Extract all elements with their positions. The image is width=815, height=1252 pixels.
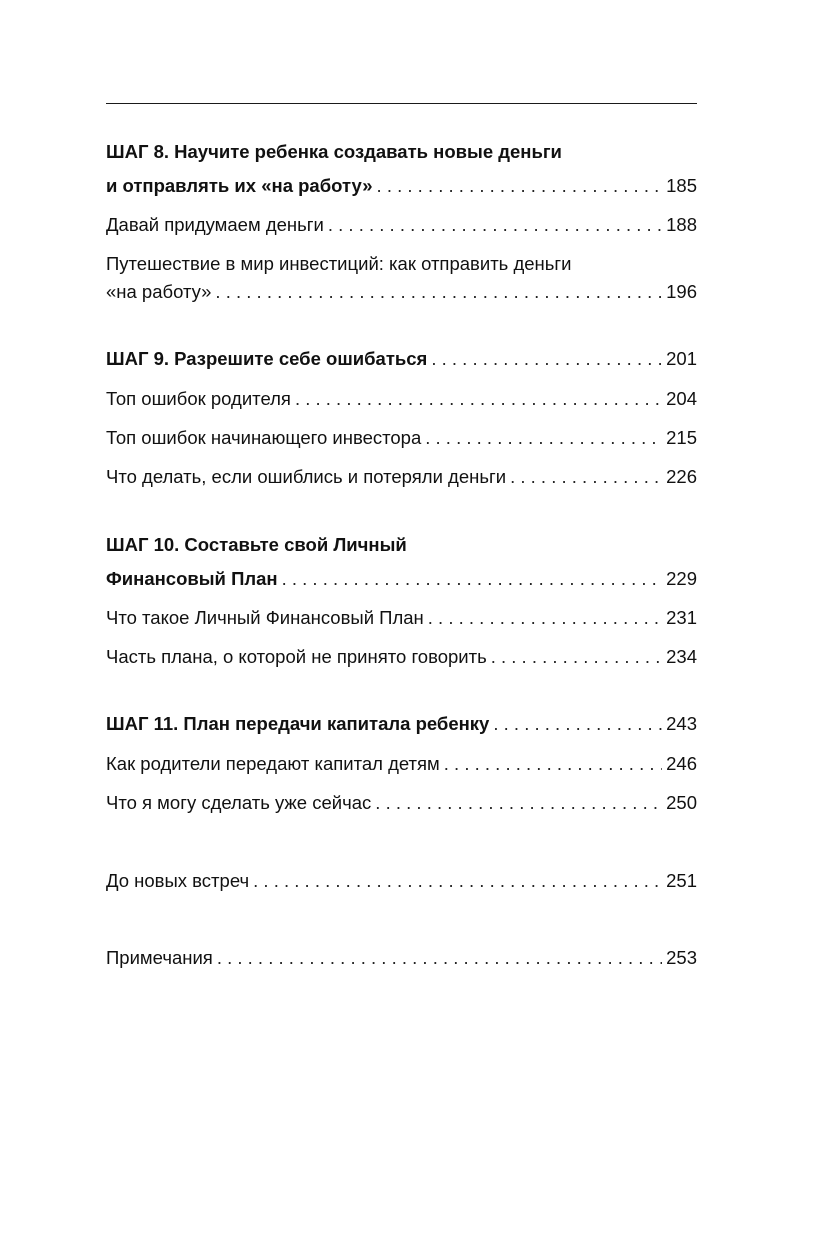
leader-dots — [282, 567, 663, 591]
toc-step10-title-cont: Финансовый План — [106, 568, 278, 589]
toc-entry[interactable] — [106, 465, 697, 489]
top-rule — [106, 103, 697, 104]
toc-entry-page: 226 — [666, 466, 697, 487]
toc-step10-page: 229 — [666, 568, 697, 589]
toc-step11-title-text: ШАГ 11. План передачи капитала ребенку — [106, 713, 490, 734]
toc-entry[interactable] — [106, 387, 697, 411]
toc-entry[interactable] — [106, 791, 697, 815]
toc-entry-label: Топ ошибок начинающего инвестора — [106, 427, 422, 448]
toc-entry-page: 234 — [666, 646, 697, 667]
toc-entry-line1[interactable] — [106, 252, 697, 276]
toc-step8-title-text: ШАГ 8. Научите ребенка создавать новые деньги — [106, 141, 562, 162]
toc-step8-page: 185 — [666, 175, 697, 196]
toc-step9-title-text: ШАГ 9. Разрешите себе ошибаться — [106, 348, 428, 369]
toc-entry[interactable] — [106, 213, 697, 237]
toc-entry-label: Что делать, если ошиблись и потеряли деньги — [106, 466, 507, 487]
toc-entry[interactable] — [106, 606, 697, 630]
toc-step10-title-text: ШАГ 10. Составьте свой Личный — [106, 534, 407, 555]
leader-dots — [295, 387, 662, 411]
toc-entry-label: Давай придумаем деньги — [106, 214, 324, 235]
leader-dots — [491, 645, 662, 669]
toc-step11-page: 243 — [666, 713, 697, 734]
toc-entry[interactable] — [106, 645, 697, 669]
toc-notes-label: Примечания — [106, 947, 213, 968]
toc-step9-title[interactable] — [106, 347, 697, 371]
toc-entry[interactable] — [106, 752, 697, 776]
toc-entry[interactable] — [106, 280, 697, 304]
toc-step8-title-line2[interactable] — [106, 174, 697, 198]
toc-entry-label: Часть плана, о которой не принято говорить — [106, 646, 487, 667]
toc-notes[interactable] — [106, 946, 697, 970]
toc-entry-page: 246 — [666, 753, 697, 774]
toc-farewell[interactable] — [106, 869, 697, 893]
toc-step8-title-cont: и отправлять их «на работу» — [106, 175, 373, 196]
toc-entry-page: 196 — [666, 281, 697, 302]
toc-step8-title-line1[interactable] — [106, 140, 697, 164]
toc-entry-label: Что такое Личный Финансовый План — [106, 607, 424, 628]
toc-farewell-page: 251 — [666, 870, 697, 891]
leader-dots — [428, 606, 662, 630]
toc-farewell-label: До новых встреч — [106, 870, 250, 891]
toc-entry-label-cont: «на работу» — [106, 281, 212, 302]
toc-entry-page: 204 — [666, 388, 697, 409]
toc-step10-title-line1[interactable] — [106, 533, 697, 557]
leader-dots — [253, 869, 662, 893]
leader-dots — [328, 213, 662, 237]
toc-entry-label: Путешествие в мир инвестиций: как отправить деньги — [106, 253, 572, 274]
toc-entry-label: Топ ошибок родителя — [106, 388, 291, 409]
leader-dots — [215, 280, 662, 304]
leader-dots — [375, 791, 662, 815]
toc-step9-page: 201 — [666, 348, 697, 369]
toc-notes-page: 253 — [666, 947, 697, 968]
leader-dots — [377, 174, 663, 198]
toc-entry-page: 215 — [666, 427, 697, 448]
toc-entry-label: Что я могу сделать уже сейчас — [106, 792, 372, 813]
toc-entry-page: 188 — [666, 214, 697, 235]
leader-dots — [425, 426, 662, 450]
leader-dots — [444, 752, 662, 776]
toc-step11-title[interactable] — [106, 712, 697, 736]
toc-entry-page: 231 — [666, 607, 697, 628]
toc-entry-label: Как родители передают капитал детям — [106, 753, 440, 774]
toc-entry[interactable] — [106, 426, 697, 450]
leader-dots — [510, 465, 662, 489]
toc-step10-title-line2[interactable] — [106, 567, 697, 591]
leader-dots — [493, 712, 662, 736]
leader-dots — [217, 946, 662, 970]
toc-entry-page: 250 — [666, 792, 697, 813]
leader-dots — [431, 347, 662, 371]
